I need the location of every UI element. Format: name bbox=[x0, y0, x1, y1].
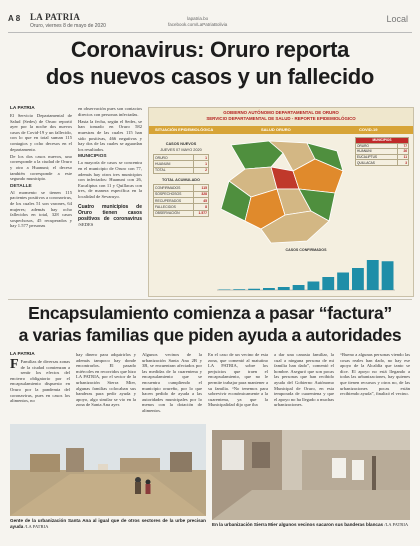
infographic-right-panel bbox=[355, 137, 409, 166]
story1-column-1 bbox=[10, 106, 72, 230]
story2-paragraph: En el caso de un vecino de esta zona, que comentó al matutino LA PATRIA, sobre los perjuicios que traen el encapsulamiento, que no le permite trabajar para mantener a su familia. “No tenemos para sobrevivir económicamente a la cuarentena, ya que la Municipalidad dijo que iba bbox=[208, 352, 268, 408]
chart-bar bbox=[352, 268, 364, 290]
story1-paragraph: Al momento se tienen 115 pacientes positivos a coronavirus, de los cuales 51 son varones, 64 mujeres; además hay ocho fallecidos en total, 328 casos sospechosos, 45 recuperados y hay 1.577 personas bbox=[10, 189, 72, 229]
story2-col1-text: Familias de diversas zonas de la ciudad comienzan a sentir los efectos del encierro obligatorio por el encapsulamiento dispuesto en Oruro por la pandemia del coronavirus, pues en casos los alimentos, no bbox=[10, 359, 70, 404]
story2-paragraph: Algunos vecinos de la urbanización Santa Ana 2B y 3B, se encuentran afectados por las medidas de la cuarentena y encapsulamiento que se encuentra cumpliendo el municipio orureño, por lo que hacen pedido de ayuda a las autoridades municipales por lo menos con la dotación de alimentos. bbox=[142, 352, 202, 413]
newspaper-logo: LA PATRIA bbox=[30, 12, 81, 22]
new-cases-table bbox=[153, 154, 209, 174]
confirmed-cases-chart bbox=[211, 248, 401, 292]
caption-left bbox=[10, 518, 206, 530]
table-row bbox=[356, 160, 409, 166]
page-header bbox=[8, 10, 412, 32]
story1-caption-text: Cuatro municipios de Oruro tienen casos positivos de coronavirus bbox=[78, 203, 142, 222]
story2-paragraph bbox=[10, 359, 70, 404]
story1-caption bbox=[78, 204, 142, 228]
story1-column-2 bbox=[78, 106, 142, 227]
oruro-map bbox=[211, 137, 351, 247]
banner-mid: SALUD ORURO bbox=[261, 127, 291, 132]
row-label: EUCALIPTUS bbox=[356, 154, 398, 160]
row-label: SOSPECHOSOS bbox=[154, 191, 194, 197]
infographic-banner bbox=[149, 126, 413, 134]
row-value: 328 bbox=[194, 191, 209, 197]
story2-paragraph: a dar una canasta familiar, la cual a ninguna persona de mi familia han dado”, comentó el hombre. Aseguró que son pocas las personas que han recibido ayuda del Gobierno Autónomo Municipal de Oruro, en esta temporada de cuarentena y que el apoyo no ha llegado a muchas urbanizaciones. bbox=[274, 352, 334, 408]
banner-left: SITUACIÓN EPIDEMIOLÓGICA bbox=[155, 127, 214, 132]
row-label: RECUPERADOS bbox=[154, 197, 194, 203]
chart-bars bbox=[211, 253, 401, 293]
story1-paragraph: Hasta la fecha, según el Sedes, se han tomado en Oruro 582 muestras de las cuales 115 han sido positivas, 466 negativas y hay dos de las cuales se aguardan los resultados. bbox=[78, 118, 142, 152]
chart-bar bbox=[263, 288, 275, 290]
web-links bbox=[168, 16, 227, 28]
caption-right-credit: /LA PATRIA bbox=[384, 522, 409, 527]
header-rule bbox=[8, 32, 412, 33]
chart-bar bbox=[248, 289, 260, 290]
row-label: HUANUNI bbox=[356, 149, 398, 155]
story2-column-3 bbox=[142, 352, 202, 415]
row-value: 2 bbox=[194, 167, 209, 173]
accumulated-table bbox=[153, 184, 209, 217]
page-number: A 8 bbox=[8, 14, 21, 23]
infographic-title-1: GOBIERNO AUTÓNOMO DEPARTAMENTAL DE ORURO bbox=[223, 110, 339, 115]
chart-bar bbox=[278, 287, 290, 290]
photo-santa-ana bbox=[10, 424, 206, 516]
row-label: OBSERVACIÓN bbox=[154, 210, 194, 216]
facebook-link: facebook.com/LaPatriaBolivia bbox=[168, 22, 228, 27]
story2-column-6 bbox=[340, 352, 410, 398]
row-value: 77 bbox=[398, 143, 409, 149]
story1-headline-line1: Coronavirus: Oruro reporta bbox=[70, 37, 350, 62]
chart-bar bbox=[308, 282, 320, 291]
caption-right-text: En la urbanización Sierra Mier algunos vecinos sacaron sus banderas blancas bbox=[212, 522, 384, 527]
story1-subhead-detalle: DETALLE bbox=[10, 183, 32, 189]
row-label: FALLECIDOS bbox=[154, 204, 194, 210]
covid-infographic bbox=[148, 107, 414, 297]
row-label: QUILLACAS bbox=[356, 160, 398, 166]
photo-sierra-mier bbox=[212, 430, 410, 520]
chart-bar bbox=[367, 260, 379, 290]
story2-column-5 bbox=[274, 352, 334, 410]
story2-headline-line1: Encapsulamiento comienza a pasar “factura” bbox=[28, 303, 392, 323]
row-label: ORURO bbox=[356, 143, 398, 149]
story2-column-4 bbox=[208, 352, 268, 410]
story2-kicker: LA PATRIA bbox=[10, 352, 35, 357]
row-label: CONFIRMADOS bbox=[154, 185, 194, 191]
infographic-title-2: SERVICIO DEPARTAMENTAL DE SALUD - REPORTE EPIDEMIOLÓGICO bbox=[206, 116, 356, 121]
row-value: 115 bbox=[194, 185, 209, 191]
caption-right bbox=[212, 522, 410, 528]
story2-column-2 bbox=[76, 352, 136, 410]
story1-kicker: LA PATRIA bbox=[10, 106, 35, 111]
website-link: lapatria.bo bbox=[187, 16, 209, 21]
story1-headline-line2: dos nuevos casos y un fallecido bbox=[45, 64, 375, 89]
municipality-heading: MUNICIPIOS bbox=[356, 138, 409, 144]
caption-left-credit: /LA PATRIA bbox=[24, 524, 49, 529]
story1-paragraph: El Servicio Departamental de Salud (Sedes) de Oruro reportó ayer por la noche dos nuevos casos de Covid-19 y un fallecido, con lo que en total suman 115 contagios y ocho decesos en el departamento. bbox=[10, 113, 72, 152]
row-label: HUANUNI bbox=[154, 161, 194, 167]
chart-title: CASOS CONFIRMADOS bbox=[285, 248, 327, 252]
chart-bar bbox=[293, 285, 305, 290]
row-value: 11 bbox=[398, 154, 409, 160]
chart-bar bbox=[322, 277, 334, 290]
accumulated-heading: TOTAL ACUMULADO bbox=[161, 178, 201, 183]
story1-paragraph: De los dos casos nuevos, uno corresponde a la ciudad de Oruro y otro a Huanuni; el deceso también corresponde a este segundo municipio. bbox=[10, 153, 72, 182]
chart-bar bbox=[337, 273, 349, 291]
story1-paragraph: La mayoría de casos se concentra en el municipio de Oruro con 77, además hay otros tres municipios con infectados: Huanuni con 26, Eucaliptus con 11 y Quillacas con tres, de manera específica en la localidad de Sevaruyo. bbox=[78, 160, 142, 199]
story2-headline-line2: a varias familias que piden ayuda a autoridades bbox=[18, 325, 402, 345]
new-cases-date: JUEVES 07 MAYO 2020 bbox=[160, 148, 202, 152]
row-label: ORURO bbox=[154, 155, 194, 161]
drop-cap: F bbox=[10, 357, 19, 372]
table-row bbox=[154, 210, 209, 216]
story-separator bbox=[8, 299, 412, 300]
publication-date: Oruro, viernes 8 de mayo de 2020 bbox=[30, 23, 106, 29]
municipality-table bbox=[355, 137, 409, 166]
row-value: 1.577 bbox=[194, 210, 209, 216]
story1-subhead-municipios: MUNICIPIOS bbox=[78, 154, 107, 160]
chart-bar bbox=[382, 261, 394, 290]
caption-left-text: Gente de la urbanización Santa Ana al igual que de otros sectores de la urbe precisan ayuda bbox=[10, 518, 206, 529]
row-value: 1 bbox=[194, 161, 209, 167]
chart-bar bbox=[219, 290, 231, 291]
row-value: 8 bbox=[194, 204, 209, 210]
story2-column-1 bbox=[10, 352, 70, 405]
story2-paragraph: hay dinero para adquirirlos y además tampoco hay donde encontrarlos. El pasado miércoles en recorridos que hizo LA PATRIA, por el sector de la urbanización Sierra Mier, algunas familias colocaban sus banderas para pedir ayuda y apoyo, algo similar se vio en la zona de Santa Ana ayer. bbox=[76, 352, 136, 408]
story1-caption-credit: /SEDES bbox=[78, 221, 94, 227]
chart-bar bbox=[233, 289, 245, 290]
table-row bbox=[154, 167, 209, 173]
section-name: Local bbox=[386, 14, 408, 24]
new-cases-heading: CASOS NUEVOS bbox=[165, 142, 197, 146]
banner-right: COVID-19 bbox=[359, 127, 378, 132]
infographic-left-panel bbox=[153, 142, 209, 221]
row-value: 26 bbox=[398, 149, 409, 155]
story1-paragraph: en observación pues son contactos directos con personas infectadas. bbox=[78, 106, 142, 117]
row-label: TOTAL bbox=[154, 167, 194, 173]
row-value: 1 bbox=[194, 155, 209, 161]
row-value: 3 bbox=[398, 160, 409, 166]
row-value: 45 bbox=[194, 197, 209, 203]
story2-paragraph: “Bueno a algunas personas viendo las cosas reales han dado, no hay ese apoyo de la Alcaldía que tanto se dice. El apoyo no está llegando a todas las urbanizaciones, hay quienes que tienen recursos y otros no, de las urbanizaciones pocas están recibiendo ayuda”, finalizó el vecino. bbox=[340, 352, 410, 397]
